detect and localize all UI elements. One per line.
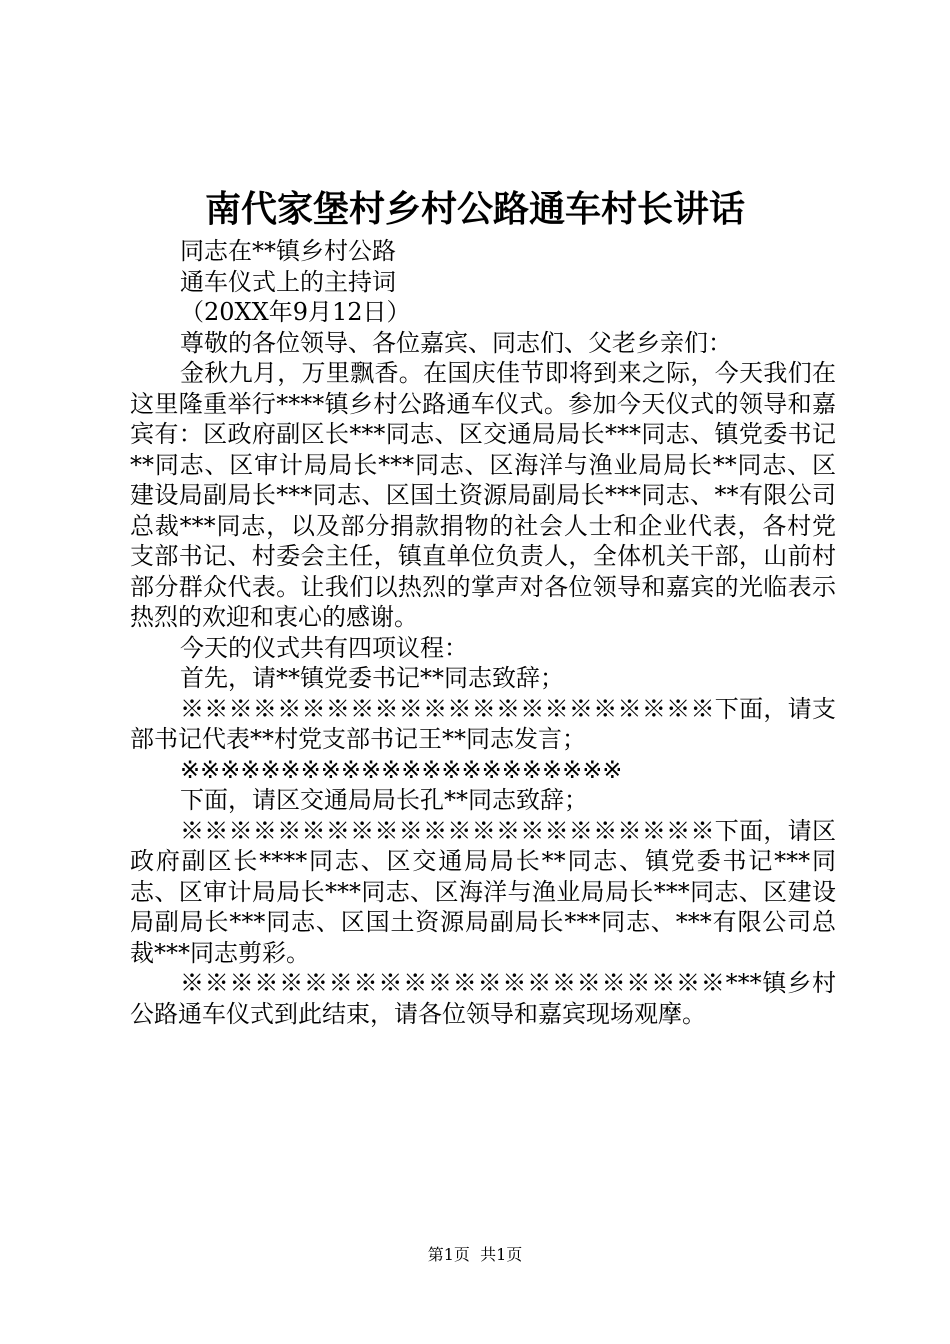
paragraph-separator: ※※※※※※※※※※※※※※※※※※※※※※ — [180, 755, 623, 784]
document-body — [130, 236, 836, 1029]
paragraph-1: 同志在**镇乡村公路 — [180, 237, 396, 265]
page-number: 第1页 — [427, 1245, 470, 1264]
paragraph-agenda-4: ※※※※※※※※※※※※※※※※※※※※※※下面，请区政府副区长****同志、区交通局局长**同志、镇党委书记***同志、区审计局局长***同志、区海洋与渔业局局长***同志、区建设局副局长***同志、区国土资源局副局长***同志、***有限公司总裁***同志剪彩。 — [130, 816, 836, 967]
paragraph-date: （20XX年9月12日） — [180, 298, 411, 326]
paragraph-2: 通车仪式上的主持词 — [180, 267, 396, 296]
paragraph-closing: ※※※※※※※※※※※※※※※※※※※※※※***镇乡村公路通车仪式到此结束，请各位领导和嘉宾现场观摩。 — [130, 969, 836, 1028]
document-title: 南代家堡村乡村公路通车村长讲话 — [204, 188, 745, 230]
paragraph-agenda-2: ※※※※※※※※※※※※※※※※※※※※※※下面，请支部书记代表**村党支部书记王**同志发言； — [130, 694, 836, 753]
paragraph-agenda-intro: 今天的仪式共有四项议程： — [180, 633, 468, 662]
paragraph-opening: 金秋九月，万里飘香。在国庆佳节即将到来之际，今天我们在这里隆重举行****镇乡村公路通车仪式。参加今天仪式的领导和嘉宾有：区政府副区长***同志、区交通局局长***同志、镇党委书记**同志、区审计局局长***同志、区海洋与渔业局局长**同志、区建设局副局长***同志、区国土资源局副局长***同志、**有限公司总裁***同志，以及部分捐款捐物的社会人士和企业代表，各村党支部书记、村委会主任，镇直单位负责人，全体机关干部，山前村部分群众代表。让我们以热烈的掌声对各位领导和嘉宾的光临表示热烈的欢迎和衷心的感谢。 — [130, 359, 836, 631]
page-footer — [0, 1243, 950, 1267]
paragraph-agenda-1: 首先，请**镇党委书记**同志致辞； — [180, 664, 564, 692]
paragraph-agenda-3: 下面，请区交通局局长孔**同志致辞； — [180, 786, 588, 814]
paragraph-salutation: 尊敬的各位领导、各位嘉宾、同志们、父老乡亲们： — [180, 328, 732, 357]
page-total: 共1页 — [480, 1245, 523, 1264]
